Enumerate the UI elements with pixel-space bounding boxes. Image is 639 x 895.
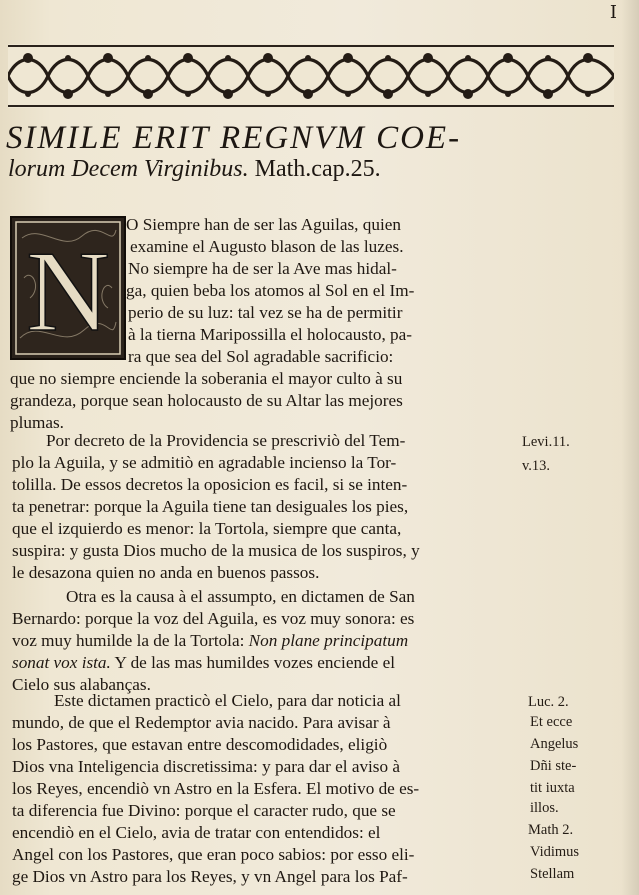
chapter-subtitle bbox=[8, 156, 628, 183]
text-line: ta diferencia fue Divino: porque el caracter rudo, que se bbox=[12, 801, 396, 820]
margin-note: Angelus bbox=[530, 736, 579, 752]
page-edge-shadow bbox=[621, 0, 639, 895]
text-line: No siempre ha de ser la Ave mas hidal- bbox=[128, 259, 397, 278]
latin-quote-end: sonat vox ista. bbox=[12, 653, 111, 672]
initial-letter-graphic bbox=[12, 218, 124, 358]
text-line: Angel con los Pastores, que eran poco sabios: por esso eli- bbox=[12, 845, 415, 864]
text-line: los Reyes, encendiò vn Astro en la Esfera. El motivo de es- bbox=[12, 779, 420, 798]
text-line: Cielo sus alabanças. bbox=[12, 675, 151, 694]
text-line: le desazona quien no anda en buenos passos. bbox=[12, 563, 320, 582]
text-line: Dios vna Inteligencia discretissima: y para dar el aviso à bbox=[12, 757, 401, 776]
text-line: ta penetrar: porque la Aguila tiene tan desiguales los pies, bbox=[12, 497, 409, 516]
text-line: examine el Augusto blason de las luzes. bbox=[130, 237, 404, 256]
text-line: ge Dios vn Astro para los Reyes, y vn Angel para los Paf- bbox=[12, 867, 408, 886]
text-line: plo la Aguila, y se admitiò en agradable incienso la Tor- bbox=[12, 453, 397, 472]
text-line: ga, quien beba los atomos al Sol en el Im- bbox=[126, 281, 415, 300]
margin-note: tit iuxta bbox=[530, 780, 575, 796]
text-line: Otra es la causa à el assumpto, en dictamen de San bbox=[66, 587, 415, 606]
text-span: voz muy humilde la de la Tortola: bbox=[12, 631, 245, 650]
subtitle-italic: lorum Decem Virginibus. bbox=[8, 156, 249, 182]
text-line: tolilla. De essos decretos la oposicion es facil, si se inten- bbox=[12, 475, 408, 494]
text-line bbox=[12, 652, 395, 673]
margin-note: illos. bbox=[530, 800, 559, 816]
text-line: Bernardo: porque la voz del Aguila, es voz muy sonora: es bbox=[12, 609, 415, 628]
text-line: perio de su luz: tal vez se ha de permitir bbox=[128, 303, 403, 322]
margin-note: Dñi ste- bbox=[530, 758, 577, 774]
latin-quote: Non plane principatum bbox=[248, 631, 409, 650]
text-line bbox=[12, 630, 408, 651]
text-line: grandeza, porque sean holocausto de su Altar las mejores bbox=[10, 391, 403, 410]
margin-note: Levi.11. bbox=[522, 434, 570, 450]
text-line: O Siempre han de ser las Aguilas, quien bbox=[126, 215, 401, 234]
text-line: Este dictamen practicò el Cielo, para dar noticia al bbox=[54, 691, 401, 710]
page-number: I bbox=[609, 2, 617, 23]
margin-note: Stellam bbox=[530, 866, 575, 882]
text-line: los Pastores, que estavan entre descomodidades, eligiò bbox=[12, 735, 388, 754]
initial-letter-text: N bbox=[26, 228, 110, 356]
text-line: ra que sea del Sol agradable sacrificio: bbox=[128, 347, 394, 366]
text-line: encendiò en el Cielo, avia de tratar con entendidos: el bbox=[12, 823, 381, 842]
decorated-initial-n bbox=[10, 216, 126, 360]
margin-note: Math 2. bbox=[528, 822, 574, 838]
margin-note: Vidimus bbox=[530, 844, 580, 860]
text-line: que el izquierdo es menor: la Tortola, siempre que canta, bbox=[12, 519, 402, 538]
chapter-title: SIMILE ERIT REGNVM COE- bbox=[6, 120, 462, 156]
text-line: Por decreto de la Providencia se prescriviò del Tem- bbox=[46, 431, 406, 450]
subtitle-reference: Math.cap.25. bbox=[248, 156, 381, 182]
text-line: mundo, de que el Redemptor avia nacido. Para avisar à bbox=[12, 713, 391, 732]
text-line: à la tierna Maripossilla el holocausto, pa- bbox=[128, 325, 412, 344]
margin-note: Et ecce bbox=[530, 714, 573, 730]
text-line: plumas. bbox=[10, 413, 64, 432]
ornamental-headpiece bbox=[8, 44, 614, 108]
text-span: Y de las mas humildes vozes enciende el bbox=[114, 653, 395, 672]
text-line: suspira: y gusta Dios mucho de la musica de los suspiros, y bbox=[12, 541, 420, 560]
margin-note: v.13. bbox=[522, 458, 551, 474]
text-line: que no siempre enciende la soberania el mayor culto à su bbox=[10, 369, 403, 388]
margin-note: Luc. 2. bbox=[528, 694, 569, 710]
